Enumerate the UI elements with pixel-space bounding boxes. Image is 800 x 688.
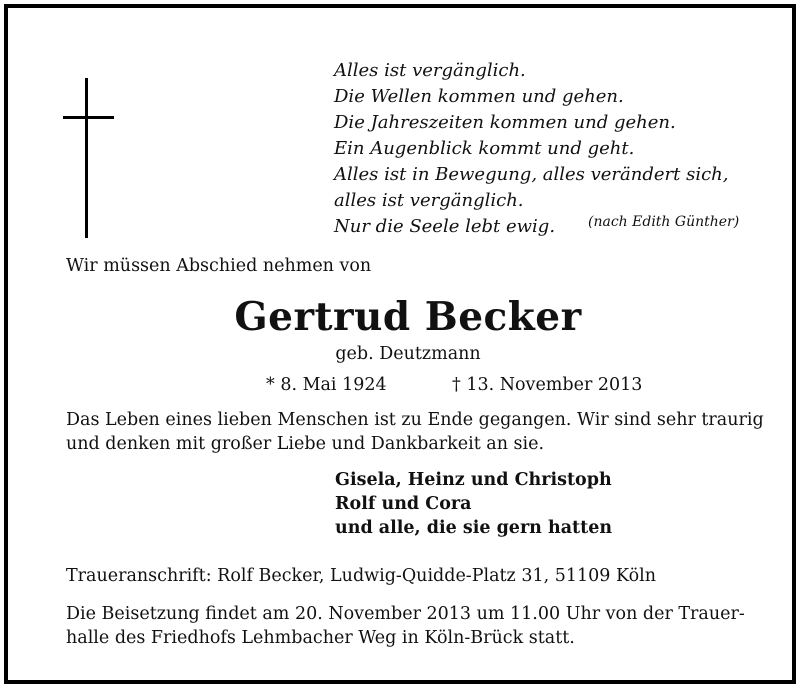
funeral-line: Die Beisetzung findet am 20. November 2013 um 11.00 Uhr von der Trauer- (66, 604, 745, 624)
funeral-line: halle des Friedhofs Lehmbacher Weg in Köln-Brück statt. (66, 628, 575, 648)
mourner-line: und alle, die sie gern hatten (335, 518, 613, 538)
death-date: † 13. November 2013 (452, 375, 643, 395)
message-line: und denken mit großer Liebe und Dankbarkeit an sie. (66, 434, 545, 454)
poem-line: Ein Augenblick kommt und geht. (334, 138, 635, 159)
poem-line: Alles ist in Bewegung, alles verändert sich, (334, 164, 729, 185)
poem-line: Die Wellen kommen und gehen. (334, 86, 624, 107)
birth-date: * 8. Mai 1924 (266, 375, 387, 395)
mourner-line: Rolf und Cora (335, 494, 472, 514)
poem-credit: (nach Edith Günther) (588, 214, 740, 230)
mourning-address: Traueranschrift: Rolf Becker, Ludwig-Quidde-Platz 31, 51109 Köln (66, 566, 656, 586)
poem-line: Die Jahreszeiten kommen und gehen. (334, 112, 676, 133)
mourners-list (335, 468, 612, 540)
poem-line: Nur die Seele lebt ewig. (334, 216, 556, 237)
deceased-name: Gertrud Becker (234, 294, 582, 340)
mourner-line: Gisela, Heinz und Christoph (335, 470, 612, 490)
poem-line: Alles ist vergänglich. (334, 60, 526, 81)
poem-line: alles ist vergänglich. (334, 190, 524, 211)
cross-vertical-bar (85, 78, 88, 238)
poem (334, 58, 729, 240)
cross-horizontal-bar (63, 116, 114, 119)
intro-text: Wir müssen Abschied nehmen von (66, 256, 372, 276)
maiden-name: geb. Deutzmann (335, 344, 481, 364)
memorial-message (66, 408, 764, 456)
obituary-notice (4, 4, 796, 684)
funeral-info (66, 602, 745, 650)
message-line: Das Leben eines lieben Menschen ist zu Ende gegangen. Wir sind sehr traurig (66, 410, 764, 430)
